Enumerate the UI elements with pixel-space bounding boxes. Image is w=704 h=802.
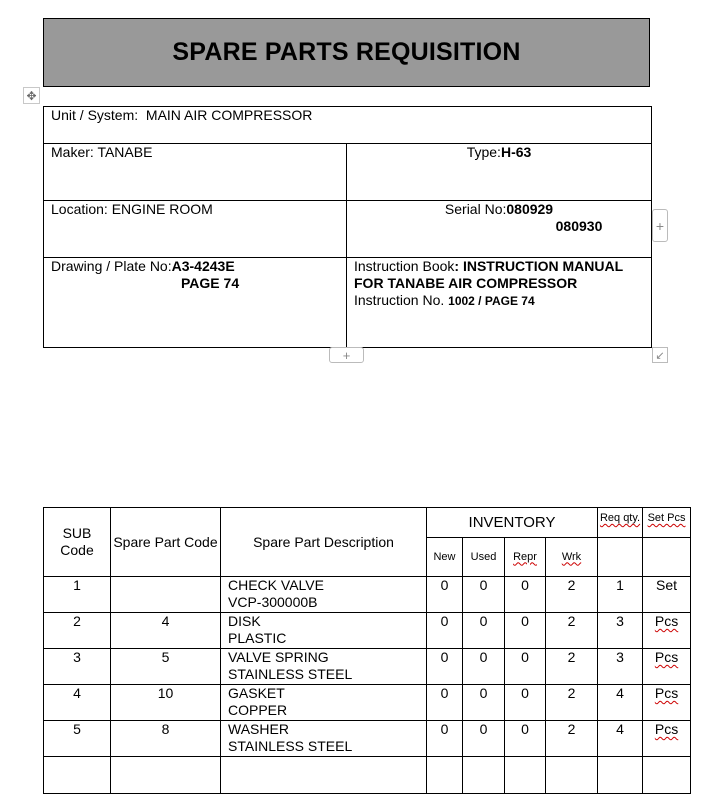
parts-table [43,507,691,794]
type-cell[interactable] [347,144,652,201]
repr-cell: 0 [505,685,546,721]
used-cell: 0 [463,685,505,721]
header-used: Used [463,538,505,577]
header-description: Spare Part Description [221,508,427,577]
book-value: : INSTRUCTION MANUAL FOR TANABE AIR COMPRESSOR [354,258,623,291]
wrk-cell: 2 [546,613,598,649]
add-column-button[interactable]: + [652,209,668,242]
repr-cell: 0 [505,649,546,685]
spare-part-code-cell: 8 [111,721,221,757]
serial-label: Serial No: [444,201,507,217]
instruction-no-label: Instruction No. [354,292,445,308]
new-cell: 0 [427,721,463,757]
used-cell: 0 [463,613,505,649]
description-cell: WASHER STAINLESS STEEL [221,721,427,757]
type-label: Type: [466,144,501,160]
location-value: ENGINE ROOM [111,201,213,217]
req-qty-cell: 4 [598,721,643,757]
table-row[interactable] [44,577,691,613]
book-label: Instruction Book [354,258,455,274]
wrk-cell: 2 [546,721,598,757]
description-cell: CHECK VALVE VCP-300000B [221,577,427,613]
location-label: Location: [51,201,108,217]
serial-value-2: 080930 [555,218,603,234]
unit-cell: Pcs [643,685,691,721]
unit-value: MAIN AIR COMPRESSOR [145,107,313,123]
header-set-pcs: Set Pcs [643,508,691,538]
serial-cell[interactable] [347,201,652,258]
repr-cell: 0 [505,613,546,649]
unit-cell: Pcs [643,721,691,757]
unit-label: Unit / System: [51,107,139,123]
spare-part-code-cell [111,577,221,613]
header-set-blank [643,538,691,577]
sub-code-cell: 1 [44,577,111,613]
new-cell: 0 [427,577,463,613]
used-cell: 0 [463,649,505,685]
table-row[interactable] [44,649,691,685]
wrk-cell: 2 [546,577,598,613]
unit-cell: Pcs [643,649,691,685]
unit-cell: Pcs [643,613,691,649]
empty-cell[interactable] [598,757,643,794]
used-cell: 0 [463,577,505,613]
empty-cell[interactable] [505,757,546,794]
type-value: H-63 [500,144,532,160]
unit-cell: Set [643,577,691,613]
sub-code-cell: 3 [44,649,111,685]
add-row-button[interactable]: + [329,347,364,363]
drawing-page: PAGE 74 [181,275,240,291]
maker-label: Maker: [51,144,94,160]
drawing-cell[interactable] [44,258,347,348]
instruction-cell[interactable] [347,258,652,348]
header-new: New [427,538,463,577]
repr-cell: 0 [505,721,546,757]
empty-cell[interactable] [221,757,427,794]
req-qty-cell: 3 [598,613,643,649]
req-qty-cell: 3 [598,649,643,685]
spare-part-code-cell: 5 [111,649,221,685]
empty-cell[interactable] [111,757,221,794]
new-cell: 0 [427,649,463,685]
drawing-label: Drawing / Plate No: [51,258,172,274]
sub-code-cell: 2 [44,613,111,649]
move-arrows-icon[interactable]: ✥ [23,87,40,104]
description-cell: GASKET COPPER [221,685,427,721]
empty-cell[interactable] [427,757,463,794]
table-row[interactable] [44,685,691,721]
serial-value-1: 080929 [506,201,554,217]
description-cell: DISK PLASTIC [221,613,427,649]
maker-cell[interactable] [44,144,347,201]
header-req-blank [598,538,643,577]
table-row[interactable] [44,721,691,757]
info-table [43,106,652,348]
drawing-value: A3-4243E [171,258,235,274]
empty-cell[interactable] [44,757,111,794]
spare-part-code-cell: 10 [111,685,221,721]
spare-part-code-cell: 4 [111,613,221,649]
header-req-qty: Req qty. [598,508,643,538]
instruction-no-value: 1002 / PAGE 74 [448,294,535,308]
description-cell: VALVE SPRING STAINLESS STEEL [221,649,427,685]
wrk-cell: 2 [546,685,598,721]
new-cell: 0 [427,613,463,649]
maker-value: TANABE [97,144,153,160]
header-wrk: Wrk [546,538,598,577]
empty-cell[interactable] [643,757,691,794]
empty-cell[interactable] [546,757,598,794]
table-row[interactable] [44,757,691,794]
header-repr: Repr [505,538,546,577]
wrk-cell: 2 [546,649,598,685]
req-qty-cell: 1 [598,577,643,613]
empty-cell[interactable] [463,757,505,794]
new-cell: 0 [427,685,463,721]
sub-code-cell: 4 [44,685,111,721]
header-sub-code: SUB Code [44,508,111,577]
used-cell: 0 [463,721,505,757]
location-cell[interactable] [44,201,347,258]
page-title: SPARE PARTS REQUISITION [43,18,650,87]
repr-cell: 0 [505,577,546,613]
diagonal-resize-icon[interactable]: ↙ [652,347,668,363]
req-qty-cell: 4 [598,685,643,721]
header-inventory: INVENTORY [427,508,598,538]
header-spare-part-code: Spare Part Code [111,508,221,577]
unit-system-cell[interactable] [44,107,652,144]
table-row[interactable] [44,613,691,649]
sub-code-cell: 5 [44,721,111,757]
